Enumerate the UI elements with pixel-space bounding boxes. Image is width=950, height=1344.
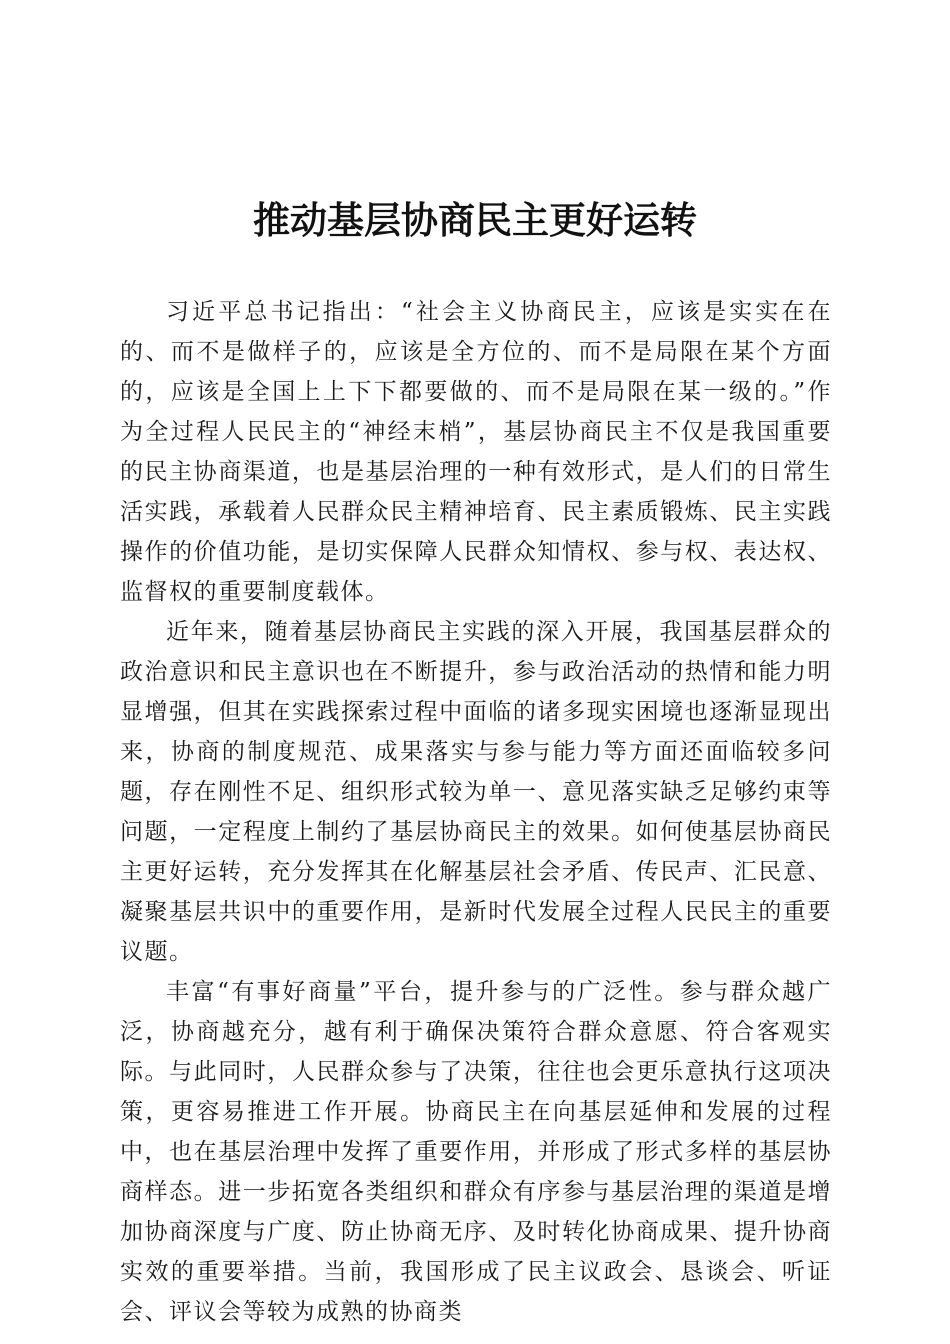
paragraph-2: 近年来，随着基层协商民主实践的深入开展，我国基层群众的政治意识和民主意识也在不断提升，参与政治活动的热情和能力明显增强，但其在实践探索过程中面临的诸多现实困境也逐渐显现出来，协商的制度规范、成果落实与参与能力等方面还面临较多问题，存在刚性不足、组织形式较为单一、意见落实缺乏足够约束等问题，一定程度上制约了基层协商民主的效果。如何使基层协商民主更好运转，充分发挥其在化解基层社会矛盾、传民声、汇民意、凝聚基层共识中的重要作用，是新时代发展全过程人民民主的重要议题。 <box>120 619 832 965</box>
document-body <box>120 292 832 1332</box>
paragraph-1: 习近平总书记指出：“社会主义协商民主，应该是实实在在的、而不是做样子的，应该是全方位的、而不是局限在某个方面的，应该是全国上上下下都要做的、而不是局限在某一级的。”作为全过程人民民主的“神经末梢”，基层协商民主不仅是我国重要的民主协商渠道，也是基层治理的一种有效形式，是人们的日常生活实践，承载着人民群众民主精神培育、民主素质锻炼、民主实践操作的价值功能，是切实保障人民群众知情权、参与权、表达权、监督权的重要制度载体。 <box>120 299 832 605</box>
document-title: 推动基层协商民主更好运转 <box>253 198 697 242</box>
paragraph-3: 丰富“有事好商量”平台，提升参与的广泛性。参与群众越广泛，协商越充分，越有利于确保决策符合群众意愿、符合客观实际。与此同时，人民群众参与了决策，往往也会更乐意执行这项决策，更容易推进工作开展。协商民主在向基层延伸和发展的过程中，也在基层治理中发挥了重要作用，并形成了形式多样的基层协商样态。进一步拓宽各类组织和群众有序参与基层治理的渠道是增加协商深度与广度、防止协商无序、及时转化协商成果、提升协商实效的重要举措。当前，我国形成了民主议政会、恳谈会、听证会、评议会等较为成熟的协商类 <box>120 979 832 1325</box>
